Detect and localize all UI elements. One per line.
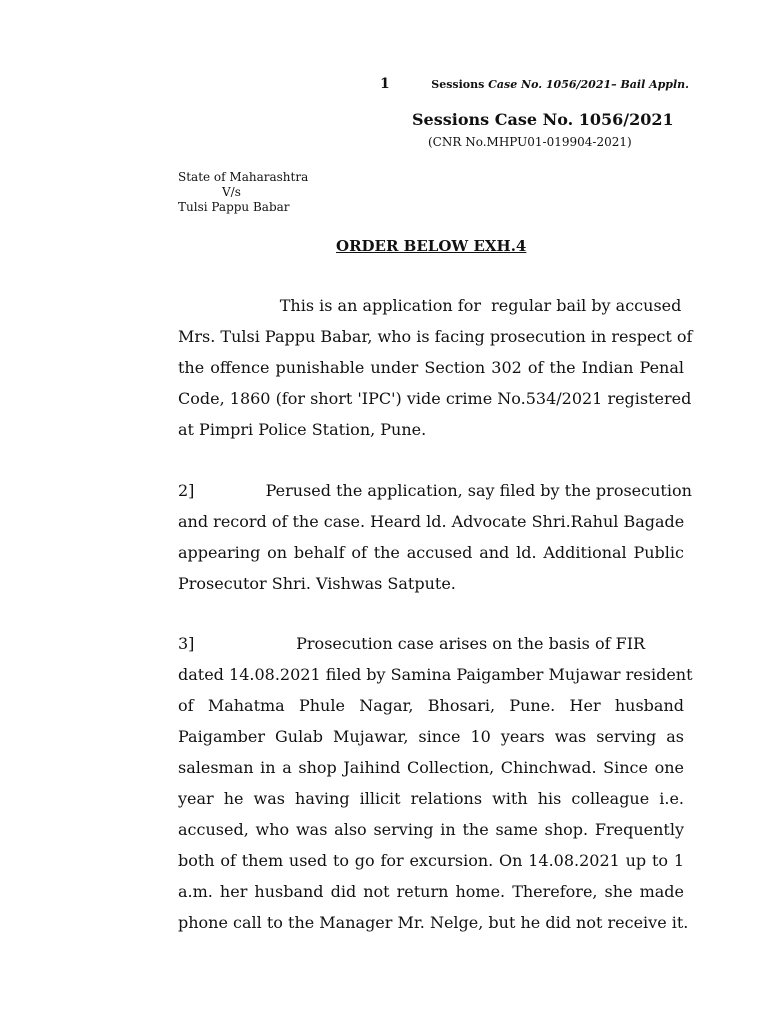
paragraph-line: of Mahatma Phule Nagar, Bhosari, Pune. Her husband [178, 696, 684, 715]
paragraph-1 [178, 290, 693, 445]
order-title: ORDER BELOW EXH.4 [336, 237, 527, 255]
case-title: Sessions Case No. 1056/2021 [412, 110, 674, 129]
paragraph-line: Mrs. Tulsi Pappu Babar, who is facing prosecution in respect of [178, 327, 693, 346]
respondent: Tulsi Pappu Babar [178, 200, 290, 214]
paragraph-line: appearing on behalf of the accused and ld. Additional Public [178, 543, 684, 562]
paragraph-line: phone call to the Manager Mr. Nelge, but he did not receive it. [178, 913, 689, 932]
paragraph-line: year he was having illicit relations with his colleague i.e. [178, 789, 684, 808]
cnr-number: (CNR No.MHPU01-019904-2021) [428, 135, 632, 149]
paragraph-line: dated 14.08.2021 filed by Samina Paigamber Mujawar resident [178, 665, 693, 684]
running-head-prefix: Sessions [431, 78, 489, 91]
paragraph-line: Code, 1860 (for short 'IPC') vide crime No.534/2021 registered [178, 389, 692, 408]
paragraph-line: 2] Perused the application, say filed by the prosecution [178, 481, 692, 500]
petitioner: State of Maharashtra [178, 170, 309, 184]
versus: V/s [222, 185, 241, 199]
paragraph-line: accused, who was also serving in the same shop. Frequently [178, 820, 684, 839]
paragraph-line: This is an application for regular bail by accused [178, 296, 682, 315]
paragraph-line: at Pimpri Police Station, Pune. [178, 420, 427, 439]
running-head-case: Case No. 1056/2021– Bail Appln. [488, 78, 689, 91]
paragraph-3 [178, 628, 693, 938]
paragraph-line: both of them used to go for excursion. On 14.08.2021 up to 1 [178, 851, 684, 870]
paragraph-line: Paigamber Gulab Mujawar, since 10 years was serving as [178, 727, 684, 746]
paragraph-line: a.m. her husband did not return home. Therefore, she made [178, 882, 684, 901]
paragraph-line: salesman in a shop Jaihind Collection, Chinchwad. Since one [178, 758, 684, 777]
page-number: 1 [380, 76, 390, 92]
running-head [431, 78, 689, 91]
paragraph-line: the offence punishable under Section 302 of the Indian Penal [178, 358, 684, 377]
paragraph-2 [178, 475, 692, 599]
running-header [380, 76, 689, 92]
paragraph-line: and record of the case. Heard ld. Advocate Shri.Rahul Bagade [178, 512, 685, 531]
paragraph-line: 3] Prosecution case arises on the basis of FIR [178, 634, 646, 653]
paragraph-line: Prosecutor Shri. Vishwas Satpute. [178, 574, 456, 593]
parties-block [178, 170, 308, 215]
